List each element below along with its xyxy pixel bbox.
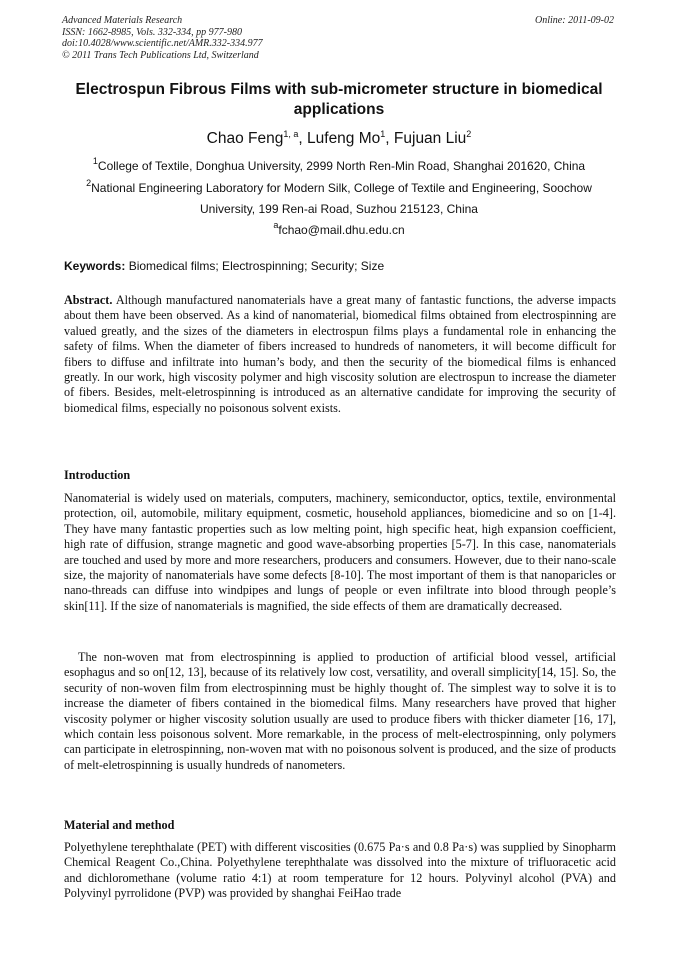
keywords-label: Keywords: — [64, 259, 126, 273]
author-sep: , — [298, 130, 308, 147]
introduction-paragraph-1: Nanomaterial is widely used on materials, computers, machinery, semiconductor, optics, textile, environmental protection, oil, automobile, military equipment, cosmetic, household appliances, biomedicine and so on [1-4]. They have many fantastic properties such as low melting point, high specific heat, high expansion coefficient, high rate of diffusion, strange magnetic and good wave-absorbing properties [5-7]. In this case, nanomaterials are touched and used by more and more researchers, producers and consumers. However, due to their nano-scale size, the majority of nanomaterials have some defects [8-10]. The most important of them is that nanoparicles or nano-threads can diffuse into windpipes and lungs of people or even infiltrate into blood through people’s skin[11]. If the size of nanomaterials is magnified, the side effects of them are dramatically decreased. — [64, 491, 616, 613]
abstract — [64, 293, 616, 416]
author-name: Chao Feng — [206, 130, 284, 147]
abstract-label: Abstract. — [64, 293, 113, 307]
introduction-heading: Introduction — [64, 468, 131, 482]
affiliation-2 — [60, 177, 618, 199]
keywords-text: Biomedical films; Electrospinning; Security; Size — [128, 259, 385, 273]
online-date: Online: 2011-09-02 — [535, 15, 614, 26]
journal-name: Advanced Materials Research — [62, 15, 183, 26]
author-list — [60, 129, 618, 149]
doi-line: doi:10.4028/www.scientific.net/AMR.332-334.977 — [62, 38, 263, 49]
affiliation-sup: 2 — [86, 178, 92, 188]
email-address: fchao@mail.dhu.edu.cn — [278, 223, 405, 237]
email-sup: a — [273, 220, 279, 230]
affiliation-sup: 1 — [92, 156, 98, 166]
email-line — [60, 219, 618, 241]
issn-line: ISSN: 1662-8985, Vols. 332-334, pp 977-980 — [62, 26, 242, 38]
author-name: Lufeng Mo — [307, 130, 381, 147]
introduction-paragraph-2: The non-woven mat from electrospinning is applied to production of artificial blood vessel, artificial esophagus and so on[12, 13], because of its relatively low cost, versatility, and overall simplicity[14, 15]. So, the security of non-woven film from electrospinning must be highly thought of. The simplest way to solve it is to increase the diameter of fibers contained in the biomedical films. Many researchers have proved that higher viscosity polymer or higher viscosity solution usually are used to produce fibers with thicker diameter [16, 17], which contain less poisonous solvent. More remarkable, in the process of melt-electrospinning, only polymers can participate in eletrospinning, non-woven mat with no poisonous solvent is produced, and the size of products of melt-eletrospinning is usually hundreds of nanometers. — [64, 650, 616, 772]
keywords — [64, 258, 616, 274]
journal-header — [62, 15, 362, 61]
author-sup: 1, a — [283, 129, 299, 139]
affiliation-2-line-2: University, 199 Ren-ai Road, Suzhou 215123, China — [200, 202, 478, 216]
affiliation-1 — [60, 155, 618, 177]
author-sep: , — [385, 130, 394, 147]
abstract-text: Although manufactured nanomaterials have a great many of fantastic functions, the adverse impacts about them have been observed. As a kind of nanomaterial, biomedical films obtained from electrospinning are valued greatly, and the sizes of the diameters in electrospun films plays a fundamental role in enhancing the safety of films. When the diameter of fibers increased to hundreds of nanometers, it will become difficult for fibers to diffuse and infiltrate into human’s body, and then the security of the biomedical films is enhanced greatly. In our work, high viscosity polymer and high viscosity solution are electrospun to increase the diameter of fibers. Besides, melt-eletrospinning is introduced as an alternative candidate for improving the security of biomedical films, especially no poisonous solvent exists. — [64, 293, 616, 415]
methods-paragraph-1: Polyethylene terephthalate (PET) with different viscosities (0.675 Pa·s and 0.8 Pa·s) was supplied by Sinopharm Chemical Reagent Co.,China. Polyethylene terephthalate was dissolved into the mixture of trifluoracetic acid and dichloromethane (volume ratio 4:1) at room temperature for 12 hours. Polyvinyl alcohol (PVA) and Polyvinyl pyrrolidone (PVP) was provided by shanghai FeiHao trade — [64, 840, 616, 901]
methods-heading: Material and method — [64, 818, 175, 832]
paper-title: Electrospun Fibrous Films with sub-micrometer structure in biomedical applications — [75, 81, 603, 118]
author-sup: 1 — [380, 129, 386, 139]
affiliation-text: College of Textile, Donghua University, 2999 North Ren-Min Road, Shanghai 201620, China — [97, 159, 586, 173]
copyright-line: © 2011 Trans Tech Publications Ltd, Switzerland — [62, 49, 259, 61]
author-name: Fujuan Liu — [393, 130, 467, 147]
affiliation-text: National Engineering Laboratory for Modern Silk, College of Textile and Engineering, Soochow — [91, 181, 592, 195]
author-sup: 2 — [466, 129, 472, 139]
